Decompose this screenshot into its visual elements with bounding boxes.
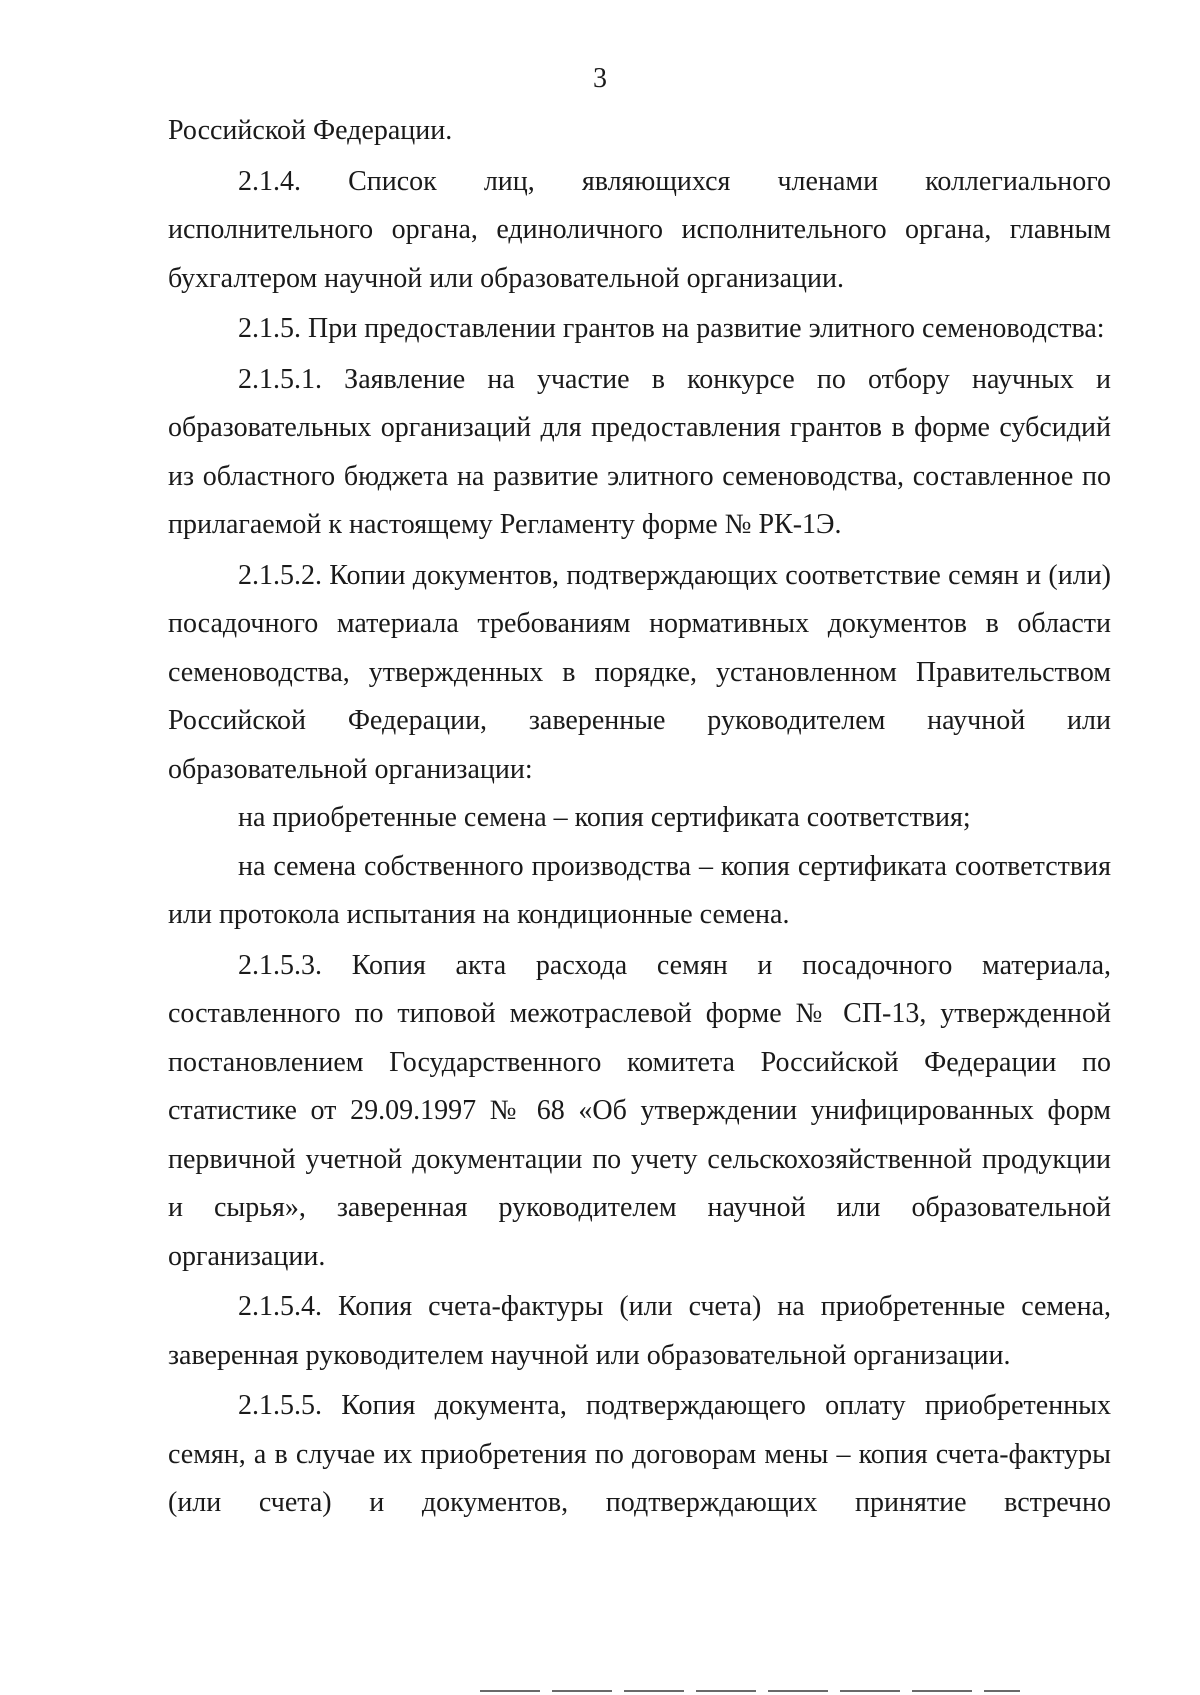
paragraph-2-1-5-1: 2.1.5.1. Заявление на участие в конкурсе по отбору научных и образовательных организаций для предоставления грантов в форме субсидий из областного бюджета на развитие элитного семеноводства, составленное по прилагаемой к настоящему Регламенту форме № РК-1Э.	[168, 363, 1111, 540]
paragraph-2-1-5: 2.1.5. При предоставлении грантов на развитие элитного семеноводства:	[238, 313, 1105, 344]
paragraph-continuation: Российской Федерации.	[168, 115, 453, 146]
paragraph-2-1-5-2: 2.1.5.2. Копии документов, подтверждающих соответствие семян и (или) посадочного материала требованиям нормативных документов в области семеноводства, утвержденных в порядке, установленном Правительством Российской Федерации, заверенные руководителем научной или образовательной организации:	[168, 559, 1111, 785]
paragraph-purchased-seeds: на приобретенные семена – копия сертификата соответствия;	[238, 802, 971, 833]
paragraph-2-1-5-4: 2.1.5.4. Копия счета-фактуры (или счета) на приобретенные семена, заверенная руководителем научной или образовательной организации.	[168, 1291, 1111, 1371]
paragraph-2-1-5-5: 2.1.5.5. Копия документа, подтверждающего оплату приобретенных семян, а в случае их приобретения по договорам мены – копия счета-фактуры (или счета) и документов, подтверждающих принятие встречно	[168, 1390, 1111, 1518]
paragraph-own-seeds: на семена собственного производства – копия сертификата соответствия или протокола испытания на кондиционные семена.	[168, 850, 1111, 930]
paragraph-2-1-4: 2.1.4. Список лиц, являющихся членами коллегиального исполнительного органа, единоличного исполнительного органа, главным бухгалтером научной или образовательной организации.	[168, 165, 1111, 294]
document-body	[168, 107, 1111, 1528]
page-number: 3	[593, 63, 607, 94]
paragraph-2-1-5-3: 2.1.5.3. Копия акта расхода семян и посадочного материала, составленного по типовой межотраслевой форме № СП-13, утвержденной постановлением Государственного комитета Российской Федерации по статистике от 29.09.1997 № 68 «Об утверждении унифицированных форм первичной учетной документации по учету сельскохозяйственной продукции и сырья», заверенная руководителем научной или образовательной организации.	[168, 949, 1111, 1272]
bottom-scan-line	[480, 1690, 1020, 1692]
